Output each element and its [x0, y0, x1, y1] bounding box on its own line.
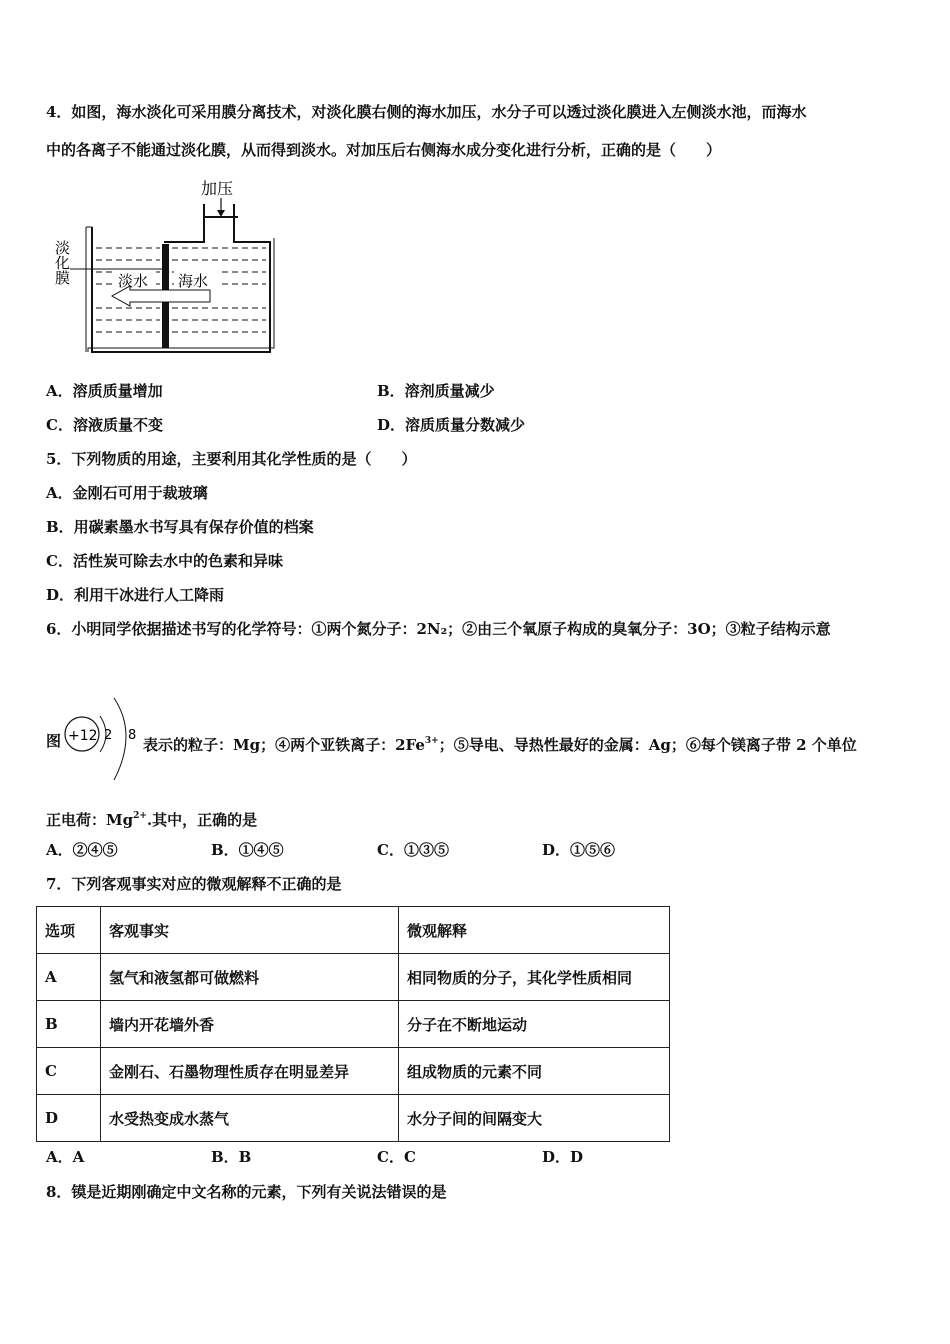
q7-option-d[interactable]: D．D [542, 1148, 584, 1166]
q6-option-d[interactable]: D．①⑤⑥ [542, 841, 616, 859]
table-cell: 分子在不断地运动 [399, 1001, 670, 1048]
q5-stem: 5．下列物质的用途，主要利用其化学性质的是（ ） [46, 450, 417, 468]
q6-option-c[interactable]: C．①③⑤ [377, 841, 449, 859]
q6-option-a[interactable]: A．②④⑤ [46, 841, 118, 859]
q5-option-b[interactable]: B．用碳素墨水书写具有保存价值的档案 [46, 518, 314, 536]
q6-stem-line3 [46, 806, 257, 830]
table-cell: D [37, 1095, 101, 1142]
table-cell: 相同物质的分子，其化学性质相同 [399, 954, 670, 1001]
q5-option-d[interactable]: D．利用干冰进行人工降雨 [46, 586, 225, 604]
table-header-cell: 选项 [37, 907, 101, 954]
q4-stem-line1: 4．如图，海水淡化可采用膜分离技术，对淡化膜右侧的海水加压，水分子可以透过淡化膜进入左侧淡水池，而海水 [46, 103, 807, 121]
q6-stem-line1: 6．小明同学依据描述书写的化学符号：①两个氮分子：2N₂；②由三个氧原子构成的臭氧分子：3O；③粒子结构示意 [46, 620, 831, 638]
q8-stem: 8．镆是近期刚确定中文名称的元素，下列有关说法错误的是 [46, 1183, 447, 1201]
q6-stem-line2 [143, 731, 857, 755]
q7-option-c[interactable]: C．C [377, 1148, 416, 1166]
q4-option-b[interactable]: B．溶剂质量减少 [377, 382, 495, 400]
atom-shell2: 8 [128, 728, 137, 743]
q4-option-c[interactable]: C．溶液质量不变 [46, 416, 163, 434]
atom-structure-diagram [62, 690, 142, 790]
table-header-cell: 客观事实 [101, 907, 399, 954]
q7-option-a[interactable]: A．A [46, 1148, 85, 1166]
q7-option-b[interactable]: B．B [211, 1148, 252, 1166]
table-row [37, 1048, 670, 1095]
sea-water-label: 海水 [178, 272, 209, 290]
q5-option-c[interactable]: C．活性炭可除去水中的色素和异味 [46, 552, 283, 570]
q4-option-d[interactable]: D．溶质质量分数减少 [377, 416, 526, 434]
q6-line3-text-a: 正电荷：Mg [46, 811, 134, 829]
q4-option-a[interactable]: A．溶质质量增加 [46, 382, 163, 400]
table-cell: 水分子间的间隔变大 [399, 1095, 670, 1142]
q6-line2-text-a: 表示的粒子：Mg；④两个亚铁离子：2Fe [143, 736, 425, 754]
pressure-label: 加压 [201, 179, 234, 198]
q6-prefix: 图 [46, 732, 62, 750]
q6-option-b[interactable]: B．①④⑤ [211, 841, 284, 859]
table-row [37, 1001, 670, 1048]
q5-option-a[interactable]: A．金刚石可用于裁玻璃 [46, 484, 208, 502]
q4-stem-line2: 中的各离子不能通过淡化膜，从而得到淡水。对加压后右侧海水成分变化进行分析，正确的是（ ） [46, 141, 722, 159]
table-cell: 水受热变成水蒸气 [101, 1095, 399, 1142]
desalination-diagram [44, 172, 284, 357]
atom-shell1: 2 [104, 728, 113, 743]
table-row [37, 954, 670, 1001]
table-cell: 墙内开花墙外香 [101, 1001, 399, 1048]
table-cell: 金刚石、石墨物理性质存在明显差异 [101, 1048, 399, 1095]
table-cell: A [37, 954, 101, 1001]
fresh-water-label: 淡水 [118, 272, 149, 290]
table-cell: 氢气和液氢都可做燃料 [101, 954, 399, 1001]
membrane-label: 淡化膜 [53, 240, 71, 285]
fe-charge: 3+ [424, 736, 439, 746]
table-cell: C [37, 1048, 101, 1095]
table-row [37, 1095, 670, 1142]
table-cell: 组成物质的元素不同 [399, 1048, 670, 1095]
atom-nucleus: +12 [68, 728, 98, 744]
table-cell: B [37, 1001, 101, 1048]
mg-charge: 2+ [133, 811, 147, 821]
q6-line3-text-b: .其中，正确的是 [146, 811, 258, 829]
q7-stem: 7．下列客观事实对应的微观解释不正确的是 [46, 875, 342, 893]
table-header-row [37, 907, 670, 954]
q7-table [36, 906, 670, 1142]
table-header-cell: 微观解释 [399, 907, 670, 954]
q6-line2-text-b: ；⑤导电、导热性最好的金属：Ag；⑥每个镁离子带 2 个单位 [438, 736, 857, 754]
